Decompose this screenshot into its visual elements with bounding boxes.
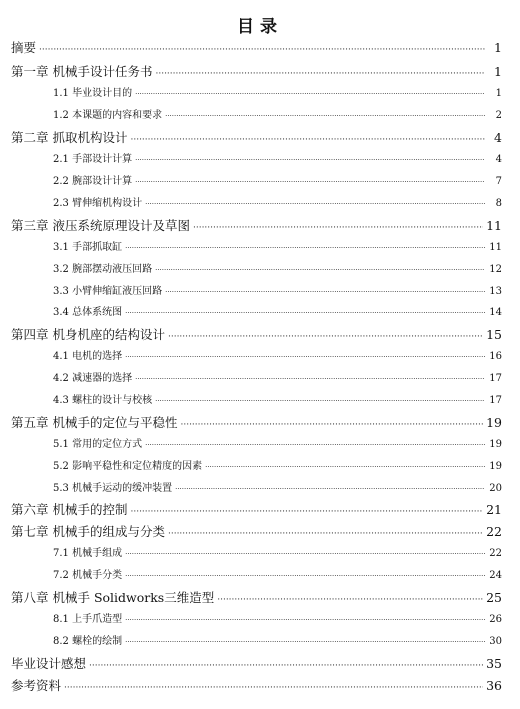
toc-section-entry[interactable] (53, 391, 502, 406)
toc-page-number: 24 (489, 570, 502, 581)
toc-entry-title: 5.2 影响平稳性和定位精度的因素 (53, 461, 203, 472)
dot-leader (155, 266, 485, 274)
toc-entry-title: 8.1 上手爪造型 (53, 614, 123, 625)
toc-page-number: 1 (494, 40, 502, 55)
toc-page-number: 30 (489, 636, 502, 647)
toc-page-number: 4 (494, 130, 502, 145)
toc-chapter-entry[interactable] (11, 128, 502, 146)
dot-leader (165, 112, 485, 120)
toc-entry-title: 3.4 总体系统图 (53, 307, 123, 318)
toc-entry-title: 1.2 本课题的内容和要求 (53, 110, 163, 121)
toc-section-entry[interactable] (53, 435, 502, 450)
toc-section-entry[interactable] (53, 369, 502, 384)
toc-entry-title: 7.2 机械手分类 (53, 570, 123, 581)
toc-page-number: 2 (495, 110, 502, 121)
dot-leader (130, 135, 485, 145)
toc-section-entry[interactable] (53, 632, 502, 647)
toc-section-entry[interactable] (53, 84, 502, 99)
toc-section-entry[interactable] (53, 106, 502, 121)
toc-page-number: 35 (486, 656, 502, 671)
toc-entry-title: 4.1 电机的选择 (53, 351, 123, 362)
dot-leader (125, 550, 485, 558)
toc-page-number: 12 (489, 264, 502, 275)
toc-section-entry[interactable] (53, 610, 502, 625)
dot-leader (135, 90, 485, 98)
toc-entry-title: 第五章 机械手的定位与平稳性 (11, 415, 178, 430)
dot-leader (135, 178, 485, 186)
toc-section-entry[interactable] (53, 194, 502, 209)
dot-leader (125, 244, 485, 252)
dot-leader (217, 595, 483, 605)
toc-entry-title: 2.3 臂伸缩机构设计 (53, 198, 143, 209)
toc-chapter-entry[interactable] (11, 216, 502, 234)
toc-page-number: 13 (489, 286, 502, 297)
toc-entry-title: 2.2 腕部设计计算 (53, 176, 133, 187)
toc-page-number: 17 (489, 373, 502, 384)
toc-entry-title: 1.1 毕业设计目的 (53, 88, 133, 99)
dot-leader (64, 683, 483, 693)
toc-section-entry[interactable] (53, 172, 502, 187)
toc-entry-title: 3.2 腕部摆动液压回路 (53, 264, 153, 275)
dot-leader (125, 572, 485, 580)
toc-page-number: 7 (495, 176, 502, 187)
dot-leader (180, 420, 483, 430)
toc-page-number: 17 (489, 395, 502, 406)
toc-entry-title: 第三章 液压系统原理设计及草图 (11, 218, 190, 233)
toc-section-entry[interactable] (53, 347, 502, 362)
toc-page-number: 1 (495, 88, 502, 99)
dot-leader (175, 485, 485, 493)
toc-chapter-entry[interactable] (11, 588, 502, 606)
toc-chapter-entry[interactable] (11, 676, 502, 694)
toc-entry-title: 4.2 减速器的选择 (53, 373, 133, 384)
toc-page-number: 25 (486, 590, 502, 605)
toc-page-number: 21 (486, 502, 502, 517)
toc-page-number: 19 (489, 461, 502, 472)
dot-leader (145, 200, 485, 208)
toc-entry-title: 摘要 (11, 40, 37, 55)
toc-section-entry[interactable] (53, 457, 502, 472)
dot-leader (125, 638, 485, 646)
toc-section-entry[interactable] (53, 566, 502, 581)
toc-chapter-entry[interactable] (11, 500, 502, 518)
toc-chapter-entry[interactable] (11, 522, 502, 540)
dot-leader (135, 375, 485, 383)
toc-entry-title: 2.1 手部设计计算 (53, 154, 133, 165)
dot-leader (165, 288, 485, 296)
dot-leader (193, 223, 483, 233)
toc-page-number: 22 (489, 548, 502, 559)
dot-leader (130, 507, 483, 517)
toc-page-number: 19 (489, 439, 502, 450)
toc-entry-title: 参考资料 (11, 678, 62, 693)
toc-entry-title: 毕业设计感想 (11, 656, 87, 671)
dot-leader (135, 156, 485, 164)
toc-chapter-entry[interactable] (11, 654, 502, 672)
toc-page-number: 15 (486, 327, 502, 342)
dot-leader (125, 309, 485, 317)
toc-entry-title: 3.1 手部抓取缸 (53, 242, 123, 253)
dot-leader (125, 616, 485, 624)
toc-entry-title: 第二章 抓取机构设计 (11, 130, 128, 145)
dot-leader (205, 463, 485, 471)
page-title: 目录 (237, 17, 283, 37)
dot-leader (145, 441, 485, 449)
dot-leader (168, 529, 483, 539)
toc-chapter-entry[interactable] (11, 38, 502, 56)
toc-chapter-entry[interactable] (11, 325, 502, 343)
toc-page-number: 19 (486, 415, 502, 430)
toc-page-number: 11 (486, 218, 502, 233)
toc-page-number: 22 (486, 524, 502, 539)
toc-page-number: 14 (489, 307, 502, 318)
toc-section-entry[interactable] (53, 238, 502, 253)
dot-leader (155, 397, 485, 405)
toc-entry-title: 8.2 螺栓的绘制 (53, 636, 123, 647)
toc-section-entry[interactable] (53, 544, 502, 559)
toc-page-number: 4 (495, 154, 502, 165)
toc-page-number: 20 (489, 483, 502, 494)
toc-section-entry[interactable] (53, 282, 502, 297)
toc-entry-title: 3.3 小臂伸缩缸液压回路 (53, 286, 163, 297)
toc-entry-title: 7.1 机械手组成 (53, 548, 123, 559)
toc-chapter-entry[interactable] (11, 62, 502, 80)
toc-page-number: 26 (489, 614, 502, 625)
toc-entry-title: 5.1 常用的定位方式 (53, 439, 143, 450)
toc-entry-title: 5.3 机械手运动的缓冲装置 (53, 483, 173, 494)
toc-entry-title: 第一章 机械手设计任务书 (11, 64, 153, 79)
toc-page-number: 1 (494, 64, 502, 79)
toc-entry-title: 第六章 机械手的控制 (11, 502, 128, 517)
toc-page-number: 16 (489, 351, 502, 362)
dot-leader (155, 69, 485, 79)
dot-leader (168, 332, 483, 342)
toc-entry-title: 第四章 机身机座的结构设计 (11, 327, 165, 342)
toc-chapter-entry[interactable] (11, 413, 502, 431)
toc-section-entry[interactable] (53, 479, 502, 494)
toc-page-number: 11 (489, 242, 502, 253)
dot-leader (89, 661, 483, 671)
dot-leader (125, 353, 485, 361)
toc-entry-title: 第七章 机械手的组成与分类 (11, 524, 165, 539)
toc-entry-title: 第八章 机械手 Solidworks三维造型 (11, 590, 215, 605)
toc-page-number: 8 (495, 198, 502, 209)
toc-section-entry[interactable] (53, 150, 502, 165)
toc-section-entry[interactable] (53, 303, 502, 318)
toc-section-entry[interactable] (53, 260, 502, 275)
dot-leader (39, 45, 485, 55)
toc-page-number: 36 (486, 678, 502, 693)
toc-entry-title: 4.3 螺柱的设计与校核 (53, 395, 153, 406)
